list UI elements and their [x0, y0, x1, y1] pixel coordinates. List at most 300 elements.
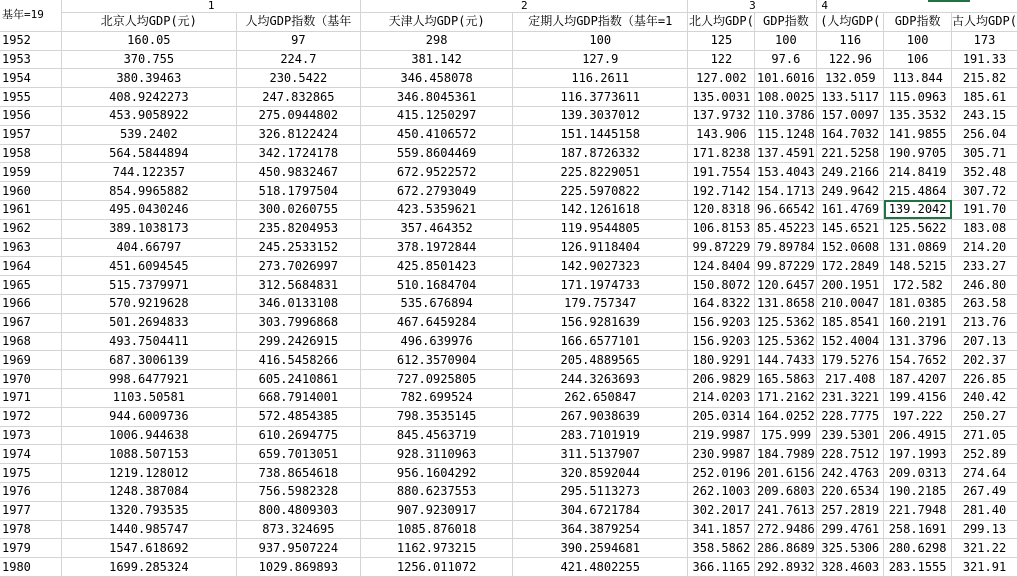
data-cell[interactable]: 281.40: [952, 501, 1018, 520]
data-cell[interactable]: 220.6534: [817, 482, 884, 501]
data-cell[interactable]: 295.5113273: [513, 482, 688, 501]
data-cell[interactable]: 225.5970822: [513, 182, 688, 201]
data-cell[interactable]: 311.5137907: [513, 445, 688, 464]
data-cell[interactable]: 124.8404: [688, 257, 755, 276]
data-cell[interactable]: 299.4761: [817, 520, 884, 539]
data-cell[interactable]: 152.0608: [817, 238, 884, 257]
data-cell[interactable]: 164.8322: [688, 294, 755, 313]
data-cell[interactable]: 612.3570904: [361, 351, 513, 370]
data-cell[interactable]: 744.122357: [62, 163, 236, 182]
data-cell[interactable]: 416.5458266: [236, 351, 361, 370]
data-cell[interactable]: 286.8689: [755, 539, 817, 558]
data-cell[interactable]: 672.9522572: [361, 163, 513, 182]
data-cell[interactable]: 150.8072: [688, 276, 755, 295]
data-cell[interactable]: 142.9027323: [513, 257, 688, 276]
data-cell[interactable]: 191.70: [952, 200, 1018, 219]
data-cell[interactable]: 404.66797: [62, 238, 236, 257]
data-cell[interactable]: 122: [688, 50, 755, 69]
data-cell[interactable]: 141.9855: [884, 125, 952, 144]
data-cell[interactable]: 191.7554: [688, 163, 755, 182]
data-cell[interactable]: 116.2611: [513, 69, 688, 88]
data-cell[interactable]: 179.757347: [513, 294, 688, 313]
data-cell[interactable]: 131.8658: [755, 294, 817, 313]
data-cell[interactable]: 605.2410861: [236, 370, 361, 389]
data-cell[interactable]: 559.8604469: [361, 144, 513, 163]
header-hebei-gdp[interactable]: 北人均GDP(: [688, 13, 755, 32]
data-cell[interactable]: 450.4106572: [361, 125, 513, 144]
data-cell[interactable]: 341.1857: [688, 520, 755, 539]
data-cell[interactable]: 352.48: [952, 163, 1018, 182]
data-cell[interactable]: 944.6009736: [62, 407, 236, 426]
year-cell[interactable]: 1961: [0, 200, 62, 219]
data-cell[interactable]: 342.1724178: [236, 144, 361, 163]
data-cell[interactable]: 221.5258: [817, 144, 884, 163]
data-cell[interactable]: 453.9058922: [62, 106, 236, 125]
group-label-3[interactable]: 3: [688, 0, 817, 13]
data-cell[interactable]: 139.3037012: [513, 106, 688, 125]
data-cell[interactable]: 1088.507153: [62, 445, 236, 464]
data-cell[interactable]: 200.1951: [817, 276, 884, 295]
data-cell[interactable]: 1256.011072: [361, 558, 513, 577]
data-cell[interactable]: 100: [884, 31, 952, 50]
data-cell[interactable]: 252.0196: [688, 464, 755, 483]
data-cell[interactable]: 738.8654618: [236, 464, 361, 483]
data-cell[interactable]: 389.1038173: [62, 219, 236, 238]
data-cell[interactable]: 187.8726332: [513, 144, 688, 163]
data-cell[interactable]: 496.639976: [361, 332, 513, 351]
data-cell[interactable]: 100: [513, 31, 688, 50]
data-cell[interactable]: 97: [236, 31, 361, 50]
data-cell[interactable]: 160.2191: [884, 313, 952, 332]
data-cell[interactable]: 206.9829: [688, 370, 755, 389]
data-cell[interactable]: 125.5362: [755, 332, 817, 351]
data-cell[interactable]: 131.0869: [884, 238, 952, 257]
data-cell[interactable]: 106: [884, 50, 952, 69]
data-cell[interactable]: 209.0313: [884, 464, 952, 483]
data-cell[interactable]: 325.5306: [817, 539, 884, 558]
data-cell[interactable]: 782.699524: [361, 388, 513, 407]
group-label-2[interactable]: 2: [361, 0, 688, 13]
header-beijing-index[interactable]: 人均GDP指数（基年: [236, 13, 361, 32]
data-cell[interactable]: 570.9219628: [62, 294, 236, 313]
data-cell[interactable]: 572.4854385: [236, 407, 361, 426]
data-cell[interactable]: 1029.869893: [236, 558, 361, 577]
data-cell[interactable]: 800.4809303: [236, 501, 361, 520]
year-cell[interactable]: 1958: [0, 144, 62, 163]
data-cell[interactable]: 226.85: [952, 370, 1018, 389]
data-cell[interactable]: 97.6: [755, 50, 817, 69]
year-cell[interactable]: 1975: [0, 464, 62, 483]
data-cell[interactable]: 564.5844894: [62, 144, 236, 163]
data-cell[interactable]: 263.58: [952, 294, 1018, 313]
data-cell[interactable]: 357.464352: [361, 219, 513, 238]
data-cell[interactable]: 1248.387084: [62, 482, 236, 501]
data-cell[interactable]: 271.05: [952, 426, 1018, 445]
data-cell[interactable]: 219.9987: [688, 426, 755, 445]
data-cell[interactable]: 937.9507224: [236, 539, 361, 558]
data-cell[interactable]: 756.5982328: [236, 482, 361, 501]
data-cell[interactable]: 201.6156: [755, 464, 817, 483]
data-cell[interactable]: 246.80: [952, 276, 1018, 295]
data-cell[interactable]: 119.9544805: [513, 219, 688, 238]
header-beijing-gdp[interactable]: 北京人均GDP(元): [62, 13, 236, 32]
data-cell[interactable]: 275.0944802: [236, 106, 361, 125]
data-cell[interactable]: 214.8419: [884, 163, 952, 182]
data-cell[interactable]: 190.9705: [884, 144, 952, 163]
data-cell[interactable]: 214.0203: [688, 388, 755, 407]
data-cell[interactable]: 199.4156: [884, 388, 952, 407]
header-shanxi-gdp[interactable]: (人均GDP(: [817, 13, 884, 32]
data-cell[interactable]: 346.8045361: [361, 88, 513, 107]
data-cell[interactable]: 1320.793535: [62, 501, 236, 520]
data-cell[interactable]: 127.9: [513, 50, 688, 69]
data-cell[interactable]: 164.7032: [817, 125, 884, 144]
data-cell[interactable]: 252.89: [952, 445, 1018, 464]
data-cell[interactable]: 312.5684831: [236, 276, 361, 295]
data-cell[interactable]: 166.6577101: [513, 332, 688, 351]
data-cell[interactable]: 515.7379971: [62, 276, 236, 295]
data-cell[interactable]: 283.7101919: [513, 426, 688, 445]
data-cell[interactable]: 142.1261618: [513, 200, 688, 219]
data-cell[interactable]: 672.2793049: [361, 182, 513, 201]
header-tianjin-gdp[interactable]: 天津人均GDP(元): [361, 13, 513, 32]
data-cell[interactable]: 1547.618692: [62, 539, 236, 558]
year-cell[interactable]: 1956: [0, 106, 62, 125]
year-cell[interactable]: 1968: [0, 332, 62, 351]
data-cell[interactable]: 274.64: [952, 464, 1018, 483]
year-cell[interactable]: 1979: [0, 539, 62, 558]
year-cell[interactable]: 1971: [0, 388, 62, 407]
data-cell[interactable]: 262.1003: [688, 482, 755, 501]
data-cell[interactable]: 207.13: [952, 332, 1018, 351]
year-cell[interactable]: 1952: [0, 31, 62, 50]
data-cell[interactable]: 230.9987: [688, 445, 755, 464]
data-cell[interactable]: 451.6094545: [62, 257, 236, 276]
year-cell[interactable]: 1970: [0, 370, 62, 389]
data-cell[interactable]: 493.7504411: [62, 332, 236, 351]
data-cell[interactable]: 137.4591: [755, 144, 817, 163]
data-cell[interactable]: 202.37: [952, 351, 1018, 370]
data-cell[interactable]: 518.1797504: [236, 182, 361, 201]
data-cell[interactable]: 687.3006139: [62, 351, 236, 370]
header-neimenggu-gdp[interactable]: 古人均GDP(: [952, 13, 1018, 32]
data-cell[interactable]: 272.9486: [755, 520, 817, 539]
data-cell[interactable]: 305.71: [952, 144, 1018, 163]
data-cell[interactable]: 321.22: [952, 539, 1018, 558]
data-cell[interactable]: 257.2819: [817, 501, 884, 520]
data-cell[interactable]: 495.0430246: [62, 200, 236, 219]
data-cell[interactable]: 110.3786: [755, 106, 817, 125]
data-cell[interactable]: 298: [361, 31, 513, 50]
data-cell[interactable]: 539.2402: [62, 125, 236, 144]
data-cell[interactable]: 1440.985747: [62, 520, 236, 539]
data-cell[interactable]: 467.6459284: [361, 313, 513, 332]
data-cell[interactable]: 346.458078: [361, 69, 513, 88]
data-cell[interactable]: 132.059: [817, 69, 884, 88]
data-cell[interactable]: 928.3110963: [361, 445, 513, 464]
data-cell[interactable]: 143.906: [688, 125, 755, 144]
data-cell[interactable]: 378.1972844: [361, 238, 513, 257]
year-cell[interactable]: 1966: [0, 294, 62, 313]
data-cell[interactable]: 125.5362: [755, 313, 817, 332]
data-cell[interactable]: 299.2426915: [236, 332, 361, 351]
data-cell[interactable]: 106.8153: [688, 219, 755, 238]
data-cell[interactable]: 262.650847: [513, 388, 688, 407]
data-cell[interactable]: 1085.876018: [361, 520, 513, 539]
year-cell[interactable]: 1955: [0, 88, 62, 107]
data-cell[interactable]: 165.5863: [755, 370, 817, 389]
data-cell[interactable]: 171.8238: [688, 144, 755, 163]
data-cell[interactable]: 998.6477921: [62, 370, 236, 389]
corner-cell[interactable]: 基年=19: [0, 0, 62, 31]
data-cell[interactable]: 425.8501423: [361, 257, 513, 276]
data-cell[interactable]: 157.0097: [817, 106, 884, 125]
data-cell[interactable]: 1162.973215: [361, 539, 513, 558]
year-cell[interactable]: 1978: [0, 520, 62, 539]
year-cell[interactable]: 1964: [0, 257, 62, 276]
data-cell[interactable]: 144.7433: [755, 351, 817, 370]
data-cell[interactable]: 99.87229: [755, 257, 817, 276]
data-cell[interactable]: 668.7914001: [236, 388, 361, 407]
data-cell[interactable]: 501.2694833: [62, 313, 236, 332]
data-cell[interactable]: 907.9230917: [361, 501, 513, 520]
data-cell[interactable]: 160.05: [62, 31, 236, 50]
year-cell[interactable]: 1976: [0, 482, 62, 501]
data-cell[interactable]: 250.27: [952, 407, 1018, 426]
data-cell[interactable]: 115.1248: [755, 125, 817, 144]
data-cell[interactable]: 225.8229051: [513, 163, 688, 182]
data-cell[interactable]: 249.9642: [817, 182, 884, 201]
data-cell[interactable]: 187.4207: [884, 370, 952, 389]
data-cell[interactable]: 79.89784: [755, 238, 817, 257]
data-cell[interactable]: 108.0025: [755, 88, 817, 107]
data-cell[interactable]: 358.5862: [688, 539, 755, 558]
data-cell[interactable]: 120.6457: [755, 276, 817, 295]
data-cell[interactable]: 156.9203: [688, 313, 755, 332]
group-label-1[interactable]: 1: [62, 0, 361, 13]
data-cell[interactable]: 209.6803: [755, 482, 817, 501]
selected-cell[interactable]: 139.2042: [884, 200, 952, 219]
data-cell[interactable]: 184.7989: [755, 445, 817, 464]
data-cell[interactable]: 243.15: [952, 106, 1018, 125]
data-cell[interactable]: 85.45223: [755, 219, 817, 238]
data-cell[interactable]: 267.49: [952, 482, 1018, 501]
data-cell[interactable]: 1006.944638: [62, 426, 236, 445]
data-cell[interactable]: 185.8541: [817, 313, 884, 332]
data-cell[interactable]: 320.8592044: [513, 464, 688, 483]
data-cell[interactable]: 135.3532: [884, 106, 952, 125]
data-cell[interactable]: 116.3773611: [513, 88, 688, 107]
data-cell[interactable]: 390.2594681: [513, 539, 688, 558]
data-cell[interactable]: 213.76: [952, 313, 1018, 332]
data-cell[interactable]: 173: [952, 31, 1018, 50]
data-cell[interactable]: 267.9038639: [513, 407, 688, 426]
data-cell[interactable]: 215.4864: [884, 182, 952, 201]
data-cell[interactable]: 244.3263693: [513, 370, 688, 389]
data-cell[interactable]: 1219.128012: [62, 464, 236, 483]
data-cell[interactable]: 151.1445158: [513, 125, 688, 144]
data-cell[interactable]: 233.27: [952, 257, 1018, 276]
data-cell[interactable]: 96.66542: [755, 200, 817, 219]
data-cell[interactable]: 171.1974733: [513, 276, 688, 295]
data-cell[interactable]: 175.999: [755, 426, 817, 445]
data-cell[interactable]: 240.42: [952, 388, 1018, 407]
data-cell[interactable]: 183.08: [952, 219, 1018, 238]
data-cell[interactable]: 1103.50581: [62, 388, 236, 407]
data-cell[interactable]: 154.7652: [884, 351, 952, 370]
data-cell[interactable]: 126.9118404: [513, 238, 688, 257]
data-cell[interactable]: 299.13: [952, 520, 1018, 539]
year-cell[interactable]: 1960: [0, 182, 62, 201]
data-cell[interactable]: 228.7775: [817, 407, 884, 426]
data-cell[interactable]: 423.5359621: [361, 200, 513, 219]
data-cell[interactable]: 179.5276: [817, 351, 884, 370]
data-cell[interactable]: 659.7013051: [236, 445, 361, 464]
data-cell[interactable]: 205.0314: [688, 407, 755, 426]
data-cell[interactable]: 280.6298: [884, 539, 952, 558]
data-cell[interactable]: 510.1684704: [361, 276, 513, 295]
data-cell[interactable]: 137.9732: [688, 106, 755, 125]
data-cell[interactable]: 258.1691: [884, 520, 952, 539]
data-cell[interactable]: 197.1993: [884, 445, 952, 464]
data-cell[interactable]: 152.4004: [817, 332, 884, 351]
data-cell[interactable]: 247.832865: [236, 88, 361, 107]
data-cell[interactable]: 154.1713: [755, 182, 817, 201]
data-cell[interactable]: 321.91: [952, 558, 1018, 577]
data-cell[interactable]: 131.3796: [884, 332, 952, 351]
data-cell[interactable]: 292.8932: [755, 558, 817, 577]
data-cell[interactable]: 854.9965882: [62, 182, 236, 201]
year-cell[interactable]: 1980: [0, 558, 62, 577]
year-cell[interactable]: 1973: [0, 426, 62, 445]
data-cell[interactable]: 302.2017: [688, 501, 755, 520]
year-cell[interactable]: 1957: [0, 125, 62, 144]
data-cell[interactable]: 235.8204953: [236, 219, 361, 238]
data-cell[interactable]: 197.222: [884, 407, 952, 426]
data-cell[interactable]: 133.5117: [817, 88, 884, 107]
data-cell[interactable]: 370.755: [62, 50, 236, 69]
data-cell[interactable]: 156.9203: [688, 332, 755, 351]
year-cell[interactable]: 1953: [0, 50, 62, 69]
group-label-4[interactable]: 4: [817, 0, 1018, 13]
data-cell[interactable]: 125.5622: [884, 219, 952, 238]
data-cell[interactable]: 127.002: [688, 69, 755, 88]
data-cell[interactable]: 366.1165: [688, 558, 755, 577]
year-cell[interactable]: 1962: [0, 219, 62, 238]
data-cell[interactable]: 346.0133108: [236, 294, 361, 313]
data-cell[interactable]: 249.2166: [817, 163, 884, 182]
data-cell[interactable]: 230.5422: [236, 69, 361, 88]
year-cell[interactable]: 1965: [0, 276, 62, 295]
data-cell[interactable]: 415.1250297: [361, 106, 513, 125]
data-cell[interactable]: 328.4603: [817, 558, 884, 577]
data-cell[interactable]: 153.4043: [755, 163, 817, 182]
data-cell[interactable]: 99.87229: [688, 238, 755, 257]
data-cell[interactable]: 115.0963: [884, 88, 952, 107]
year-cell[interactable]: 1977: [0, 501, 62, 520]
data-cell[interactable]: 221.7948: [884, 501, 952, 520]
data-cell[interactable]: 239.5301: [817, 426, 884, 445]
year-cell[interactable]: 1967: [0, 313, 62, 332]
data-cell[interactable]: 1699.285324: [62, 558, 236, 577]
data-cell[interactable]: 381.142: [361, 50, 513, 69]
data-cell[interactable]: 206.4915: [884, 426, 952, 445]
data-cell[interactable]: 172.2849: [817, 257, 884, 276]
data-cell[interactable]: 145.6521: [817, 219, 884, 238]
year-cell[interactable]: 1963: [0, 238, 62, 257]
data-cell[interactable]: 956.1604292: [361, 464, 513, 483]
data-cell[interactable]: 364.3879254: [513, 520, 688, 539]
data-cell[interactable]: 125: [688, 31, 755, 50]
data-cell[interactable]: 610.2694775: [236, 426, 361, 445]
data-cell[interactable]: 450.9832467: [236, 163, 361, 182]
data-cell[interactable]: 304.6721784: [513, 501, 688, 520]
header-shanxi-index[interactable]: GDP指数: [884, 13, 952, 32]
data-cell[interactable]: 300.0260755: [236, 200, 361, 219]
data-cell[interactable]: 873.324695: [236, 520, 361, 539]
header-tianjin-index[interactable]: 定期人均GDP指数（基年=1: [513, 13, 688, 32]
data-cell[interactable]: 798.3535145: [361, 407, 513, 426]
data-cell[interactable]: 180.9291: [688, 351, 755, 370]
data-cell[interactable]: 245.2533152: [236, 238, 361, 257]
header-hebei-index[interactable]: GDP指数: [755, 13, 817, 32]
data-cell[interactable]: 228.7512: [817, 445, 884, 464]
data-cell[interactable]: 408.9242273: [62, 88, 236, 107]
data-cell[interactable]: 307.72: [952, 182, 1018, 201]
data-cell[interactable]: 421.4802255: [513, 558, 688, 577]
data-cell[interactable]: 241.7613: [755, 501, 817, 520]
data-cell[interactable]: 156.9281639: [513, 313, 688, 332]
data-cell[interactable]: 113.844: [884, 69, 952, 88]
data-cell[interactable]: 215.82: [952, 69, 1018, 88]
data-cell[interactable]: 120.8318: [688, 200, 755, 219]
year-cell[interactable]: 1969: [0, 351, 62, 370]
data-cell[interactable]: 135.0031: [688, 88, 755, 107]
data-cell[interactable]: 880.6237553: [361, 482, 513, 501]
data-cell[interactable]: 191.33: [952, 50, 1018, 69]
data-cell[interactable]: 171.2162: [755, 388, 817, 407]
data-cell[interactable]: 205.4889565: [513, 351, 688, 370]
data-cell[interactable]: 242.4763: [817, 464, 884, 483]
data-cell[interactable]: 122.96: [817, 50, 884, 69]
data-cell[interactable]: 303.7996868: [236, 313, 361, 332]
year-cell[interactable]: 1954: [0, 69, 62, 88]
data-cell[interactable]: 727.0925805: [361, 370, 513, 389]
data-cell[interactable]: 256.04: [952, 125, 1018, 144]
data-cell[interactable]: 164.0252: [755, 407, 817, 426]
data-cell[interactable]: 210.0047: [817, 294, 884, 313]
data-cell[interactable]: 273.7026997: [236, 257, 361, 276]
data-cell[interactable]: 283.1555: [884, 558, 952, 577]
data-cell[interactable]: 101.6016: [755, 69, 817, 88]
data-cell[interactable]: 535.676894: [361, 294, 513, 313]
data-cell[interactable]: 181.0385: [884, 294, 952, 313]
data-cell[interactable]: 172.582: [884, 276, 952, 295]
data-cell[interactable]: 217.408: [817, 370, 884, 389]
year-cell[interactable]: 1959: [0, 163, 62, 182]
data-cell[interactable]: 148.5215: [884, 257, 952, 276]
data-cell[interactable]: 326.8122424: [236, 125, 361, 144]
year-cell[interactable]: 1972: [0, 407, 62, 426]
data-cell[interactable]: 231.3221: [817, 388, 884, 407]
data-cell[interactable]: 100: [755, 31, 817, 50]
year-cell[interactable]: 1974: [0, 445, 62, 464]
data-cell[interactable]: 185.61: [952, 88, 1018, 107]
data-cell[interactable]: 224.7: [236, 50, 361, 69]
data-cell[interactable]: 161.4769: [817, 200, 884, 219]
data-cell[interactable]: 380.39463: [62, 69, 236, 88]
data-cell[interactable]: 845.4563719: [361, 426, 513, 445]
